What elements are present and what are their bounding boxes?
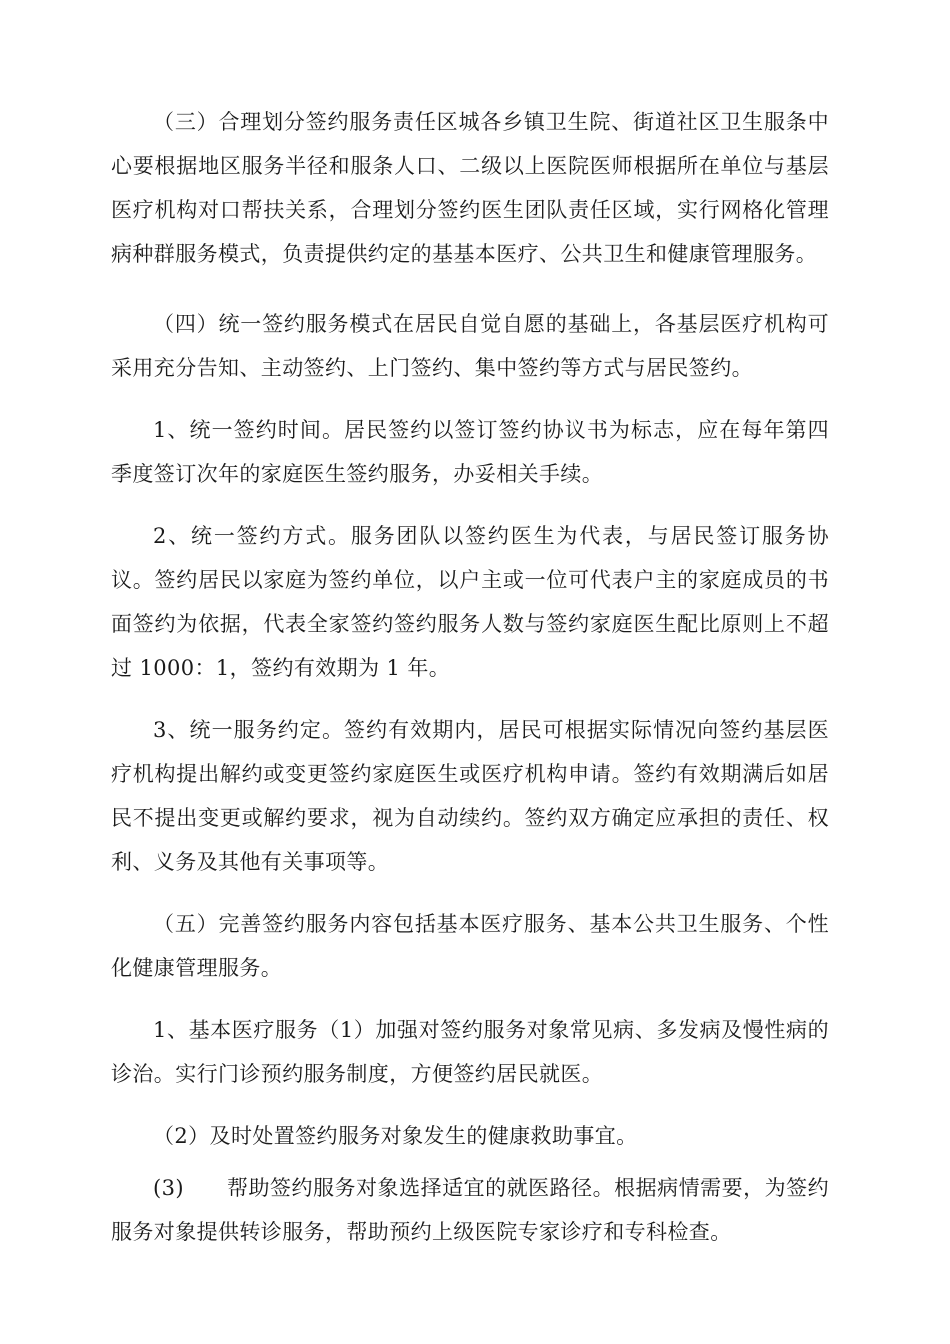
paragraph-item-1-sign-time: 1、统一签约时间。居民签约以签订签约协议书为标志，应在每年第四季度签订次年的家庭医生签约服务，办妥相关手续。 [111, 418, 829, 486]
paragraph-item-2-health-aid: （2）及时处置签约服务对象发生的健康救助事宜。 [153, 1124, 638, 1148]
paragraph-basic-medical-service: 1、基本医疗服务（1）加强对签约服务对象常见病、多发病及慢性病的诊治。实行门诊预约服务制度，方便签约居民就医。 [111, 1018, 829, 1086]
paragraph-section-4: （四）统一签约服务模式在居民自觉自愿的基础上，各基层医疗机构可采用充分告知、主动签约、上门签约、集中签约等方式与居民签约。 [111, 312, 829, 380]
document-page [111, 100, 829, 1272]
paragraph-section-3: （三）合理划分签约服务责任区城各乡镇卫生院、街道社区卫生服条中心要根据地区服务半径和服条人口、二级以上医院医师根据所在单位与基层医疗机构对口帮扶关系，合理划分签约医生团队责任区域，实行网格化管理病种群服务模式，负责提供约定的基基本医疗、公共卫生和健康管理服务。 [111, 110, 829, 266]
paragraph-item-3-referral: (3) 帮助签约服务对象选择适宜的就医路径。根据病情需要，为签约服务对象提供转诊服务，帮助预约上级医院专家诊疗和专科检查。 [111, 1176, 829, 1244]
paragraph-item-3-service-agreement: 3、统一服务约定。签约有效期内，居民可根据实际情况向签约基层医疗机构提出解约或变更签约家庭医生或医疗机构申请。签约有效期满后如居民不提出变更或解约要求，视为自动续约。签约双方确定应承担的责任、权利、义务及其他有关事项等。 [111, 718, 829, 874]
paragraph-item-2-sign-method: 2、统一签约方式。服务团队以签约医生为代表，与居民签订服务协议。签约居民以家庭为签约单位，以户主或一位可代表户主的家庭成员的书面签约为依据，代表全家签约签约服务人数与签约家庭医生配比原则上不超过 1000：1，签约有效期为 1 年。 [111, 524, 829, 680]
paragraph-section-5: （五）完善签约服务内容包括基本医疗服务、基本公共卫生服务、个性化健康管理服务。 [111, 912, 829, 980]
